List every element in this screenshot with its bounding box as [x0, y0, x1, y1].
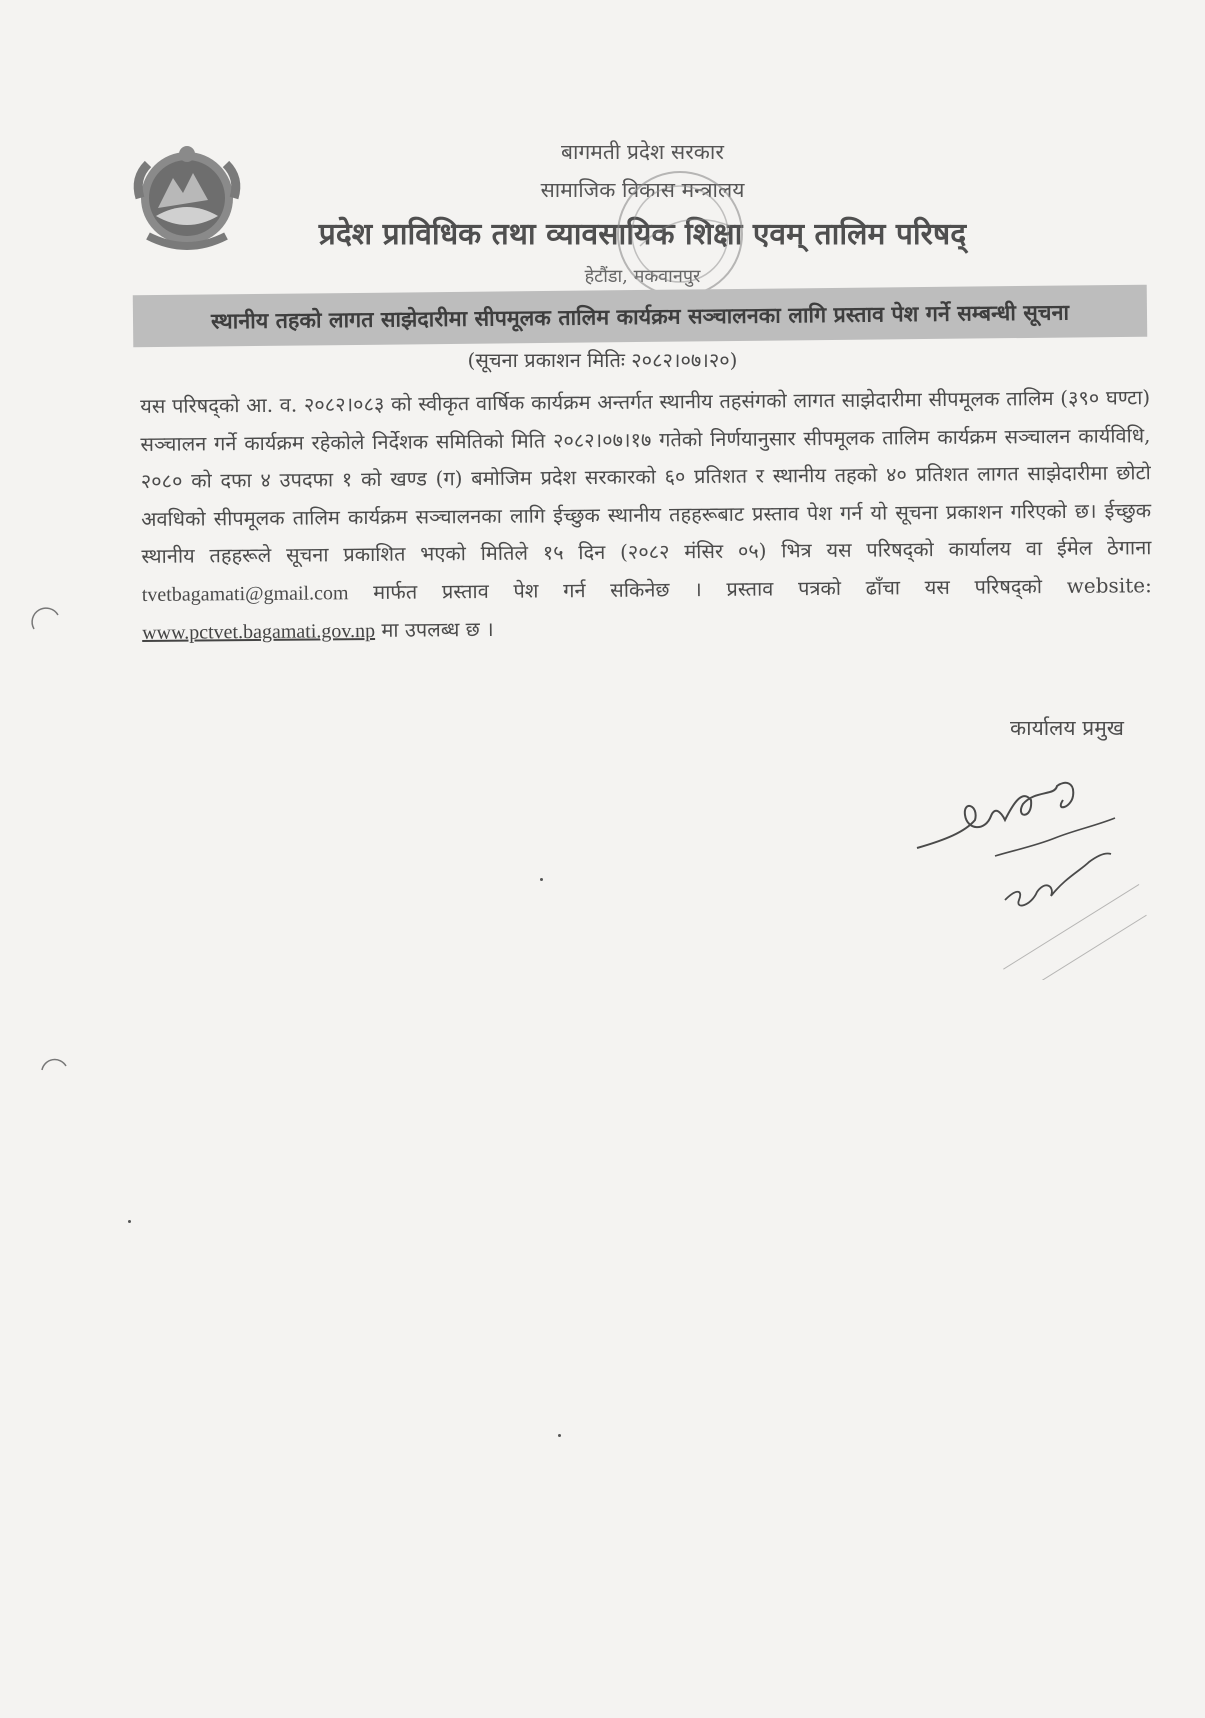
council-name: प्रदेश प्राविधिक तथा व्यावसायिक शिक्षा एवम् तालिम परिषद् [318, 217, 967, 252]
punch-hole [40, 1056, 70, 1086]
body-text-part2: मार्फत प्रस्ताव पेश गर्न सकिनेछ । प्रस्ताव पत्रको ढाँचा यस परिषद्को website: [373, 572, 1152, 604]
paper-speck [558, 1434, 561, 1437]
signer-title: कार्यालय प्रमुख [1010, 716, 1124, 740]
paper-speck [128, 1220, 131, 1223]
office-location: हेटौंडा, मकवानपुर [584, 266, 701, 287]
website-link[interactable]: www.pctvet.bagamati.gov.np [142, 619, 376, 644]
signature-stamp [905, 760, 1165, 980]
government-name: बागमती प्रदेश सरकार [561, 140, 724, 164]
paper-speck [540, 878, 543, 881]
notice-title: स्थानीय तहको लागत साझेदारीमा सीपमूलक तालिम कार्यक्रम सञ्चालनका लागि प्रस्ताव पेश गर्ने सम्बन्धी सूचना [133, 285, 1147, 348]
publication-date: (सूचना प्रकाशन मितिः २०८२।०७।२०) [467, 348, 738, 372]
notice-body [140, 379, 1152, 652]
office-seal-stamp [600, 156, 780, 306]
body-text-part1: यस परिषद्को आ. व. २०८२।०८३ को स्वीकृत वार्षिक कार्यक्रम अन्तर्गत स्थानीय तहसंगको लागत साझेदारीमा सीपमूलक तालिम (३९० घण्टा) सञ्चालन गर्ने कार्यक्रम रहेकोले निर्देशक समितिको मिति २०८२।०७।१७ गतेको निर्णयानुसार सीपमूलक तालिम कार्यक्रम सञ्चालन कार्यविधि, २०८० को दफा ४ उपदफा १ को खण्ड (ग) बमोजिम प्रदेश सरकारको ६० प्रतिशत र स्थानीय तहको ४० प्रतिशत लागत साझेदारीमा छोटो अवधिको सीपमूलक तालिम कार्यक्रम सञ्चालनका लागि ईच्छुक स्थानीय तहहरूबाट प्रस्ताव पेश गर्न यो सूचना प्रकाशन गरिएको छ। ईच्छुक स्थानीय तहहरूले सूचना प्रकाशित भएको मितिले १५ दिन (२०८२ मंसिर ०५) भित्र यस परिषद्को कार्यालय वा ईमेल ठेगाना [140, 385, 1152, 568]
punch-hole [30, 603, 60, 633]
email-address[interactable]: tvetbagamati@gmail.com [141, 581, 349, 606]
ministry-name: सामाजिक विकास मन्त्रालय [540, 178, 745, 202]
body-text-part3: मा उपलब्ध छ । [381, 616, 494, 642]
